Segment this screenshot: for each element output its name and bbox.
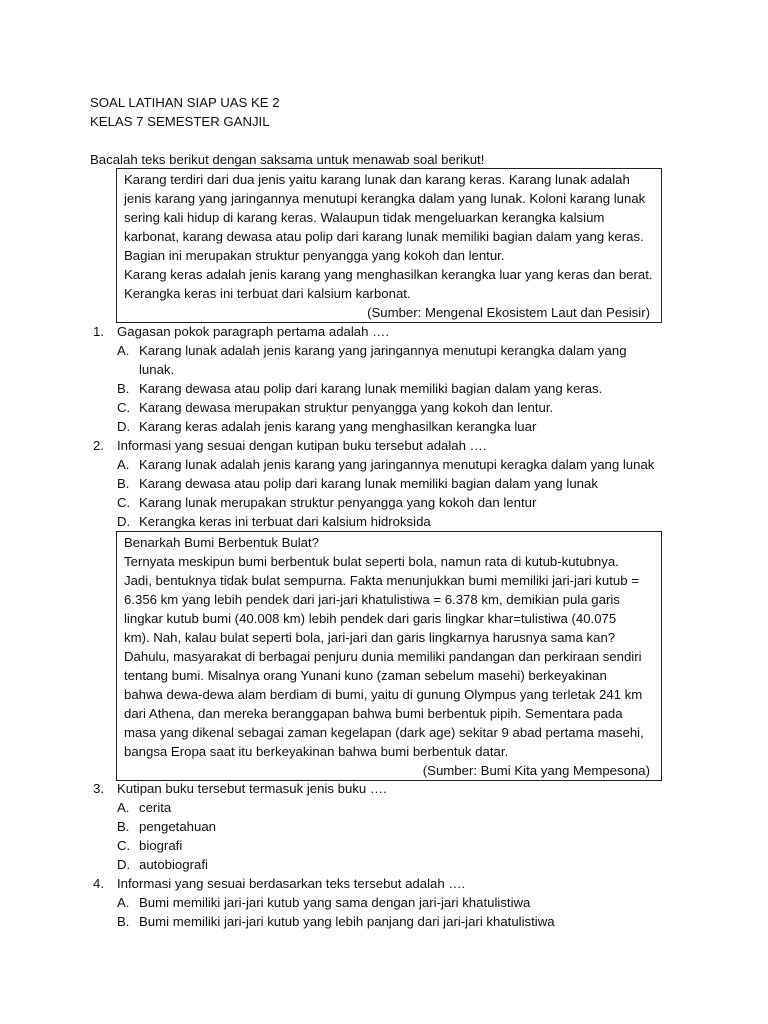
answer-option-a[interactable] <box>90 341 690 379</box>
passage-line: sering kali hidup di karang keras. Walaupun tidak mengeluarkan kerangka kalsium <box>124 210 605 225</box>
doc-title: SOAL LATIHAN SIAP UAS KE 2 <box>90 95 280 110</box>
answer-option-c[interactable] <box>90 493 690 512</box>
passage-line: Kerangka keras ini terbuat dari kalsium karbonat. <box>124 286 411 301</box>
passage-line: lingkar kutub bumi (40.008 km) lebih pendek dari garis lingkar khar=tulistiwa (40.075 <box>124 611 617 626</box>
answer-option-a[interactable] <box>90 893 690 912</box>
answer-option-d[interactable] <box>90 855 690 874</box>
option-text: Karang lunak adalah jenis karang yang jaringannya menutupi keragka dalam yang lunak <box>139 457 655 472</box>
question-text: Kutipan buku tersebut termasuk jenis buku …. <box>117 781 387 796</box>
option-text: Karang keras adalah jenis karang yang menghasilkan kerangka luar <box>139 419 537 434</box>
answer-option-b[interactable] <box>90 912 690 931</box>
answer-option-c[interactable] <box>90 398 690 417</box>
passage-line: bangsa Eropa saat itu berkeyakinan bahwa bumi berbentuk datar. <box>124 744 509 759</box>
passage-box-1 <box>116 168 662 323</box>
passage-line: bahwa dewa-dewa alam berdiam di bumi, yaitu di gunung Olympus yang terletak 241 km <box>124 687 643 702</box>
option-letter: B. <box>117 914 130 929</box>
question-text: Gagasan pokok paragraph pertama adalah …. <box>117 324 389 339</box>
answer-option-d[interactable] <box>90 512 690 531</box>
answer-option-b[interactable] <box>90 379 690 398</box>
option-text: autobiografi <box>139 857 208 872</box>
option-letter: B. <box>117 819 130 834</box>
option-letter: A. <box>117 800 130 815</box>
passage-source: (Sumber: Bumi Kita yang Mempesona) <box>422 763 650 778</box>
option-letter: D. <box>117 419 131 434</box>
option-text: Bumi memiliki jari-jari kutub yang lebih panjang dari jari-jari khatulistiwa <box>139 914 555 929</box>
option-text: Karang dewasa atau polip dari karang lunak memiliki bagian dalam yang lunak <box>139 476 598 491</box>
question-4 <box>90 874 690 931</box>
option-text: Bumi memiliki jari-jari kutub yang sama dengan jari-jari khatulistiwa <box>139 895 531 910</box>
option-letter: C. <box>117 495 131 510</box>
question-3 <box>90 779 690 874</box>
question-number: 1. <box>93 324 104 339</box>
doc-subtitle: KELAS 7 SEMESTER GANJIL <box>90 114 270 129</box>
option-text: Karang dewasa merupakan struktur penyangga yang kokoh dan lentur. <box>139 400 554 415</box>
question-1 <box>90 322 690 436</box>
answer-option-c[interactable] <box>90 836 690 855</box>
passage-box-2 <box>116 531 662 781</box>
question-number: 2. <box>93 438 104 453</box>
passage-title: Benarkah Bumi Berbentuk Bulat? <box>124 535 319 550</box>
option-text: Karang lunak adalah jenis karang yang jaringannya menutupi kerangka dalam yang <box>139 343 627 358</box>
option-text: Kerangka keras ini terbuat dari kalsium hidroksida <box>139 514 431 529</box>
passage-line: Karang keras adalah jenis karang yang menghasilkan kerangka luar yang keras dan berat. <box>124 267 653 282</box>
passage-line: jenis karang yang jaringannya menutupi kerangka dalam yang lunak. Koloni karang lunak <box>124 191 646 206</box>
passage-line: 6.356 km yang lebih pendek dari jari-jari khatulistiwa = 6.378 km, demikian pula garis <box>124 592 620 607</box>
question-text: Informasi yang sesuai berdasarkan teks tersebut adalah …. <box>117 876 466 891</box>
option-letter: D. <box>117 857 131 872</box>
option-text: Karang dewasa atau polip dari karang lunak memiliki bagian dalam yang keras. <box>139 381 603 396</box>
option-letter: A. <box>117 343 130 358</box>
option-text: Karang lunak merupakan struktur penyangga yang kokoh dan lentur <box>139 495 537 510</box>
question-2 <box>90 436 690 531</box>
answer-option-a[interactable] <box>90 798 690 817</box>
option-letter: C. <box>117 400 131 415</box>
answer-option-a[interactable] <box>90 455 690 474</box>
instruction-text: Bacalah teks berikut dengan saksama untuk menawab soal berikut! <box>90 152 485 167</box>
passage-line: Jadi, bentuknya tidak bulat sempurna. Fakta menunjukkan bumi memiliki jari-jari kutub = <box>124 573 639 588</box>
option-text-cont: lunak. <box>139 362 175 377</box>
passage-line: karbonat, karang dewasa atau polip dari karang lunak memiliki bagian dalam yang keras. <box>124 229 644 244</box>
option-text: pengetahuan <box>139 819 217 834</box>
passage-line: Bagian ini merupakan struktur penyangga yang kokoh dan lentur. <box>124 248 505 263</box>
answer-option-b[interactable] <box>90 817 690 836</box>
option-text: cerita <box>139 800 172 815</box>
option-letter: C. <box>117 838 131 853</box>
passage-line: Karang terdiri dari dua jenis yaitu karang lunak dan karang keras. Karang lunak adalah <box>124 172 630 187</box>
option-letter: D. <box>117 514 131 529</box>
passage-line: km). Nah, kalau bulat seperti bola, jari-jari dan garis lingkarnya harusnya sama kan? <box>124 630 616 645</box>
question-number: 3. <box>93 781 104 796</box>
question-text: Informasi yang sesuai dengan kutipan buku tersebut adalah …. <box>117 438 487 453</box>
answer-option-d[interactable] <box>90 417 690 436</box>
passage-line: masa yang dikenal sebagai zaman kegelapan (dark age) sekitar 9 abad pertama masehi, <box>124 725 644 740</box>
option-letter: B. <box>117 476 130 491</box>
question-number: 4. <box>93 876 104 891</box>
option-letter: B. <box>117 381 130 396</box>
option-letter: A. <box>117 895 130 910</box>
passage-line: Ternyata meskipun bumi berbentuk bulat seperti bola, namun rata di kutub-kutubnya. <box>124 554 619 569</box>
option-text: biografi <box>139 838 183 853</box>
passage-line: Dahulu, masyarakat di berbagai penjuru dunia memiliki pandangan dan perkiraan sendiri <box>124 649 642 664</box>
passage-line: dari Athena, dan mereka beranggapan bahwa bumi berbentuk pipih. Sementara pada <box>124 706 623 721</box>
passage-line: tentang bumi. Misalnya orang Yunani kuno (zaman sebelum masehi) berkeyakinan <box>124 668 607 683</box>
option-letter: A. <box>117 457 130 472</box>
passage-source: (Sumber: Mengenal Ekosistem Laut dan Pesisir) <box>367 305 650 320</box>
answer-option-b[interactable] <box>90 474 690 493</box>
